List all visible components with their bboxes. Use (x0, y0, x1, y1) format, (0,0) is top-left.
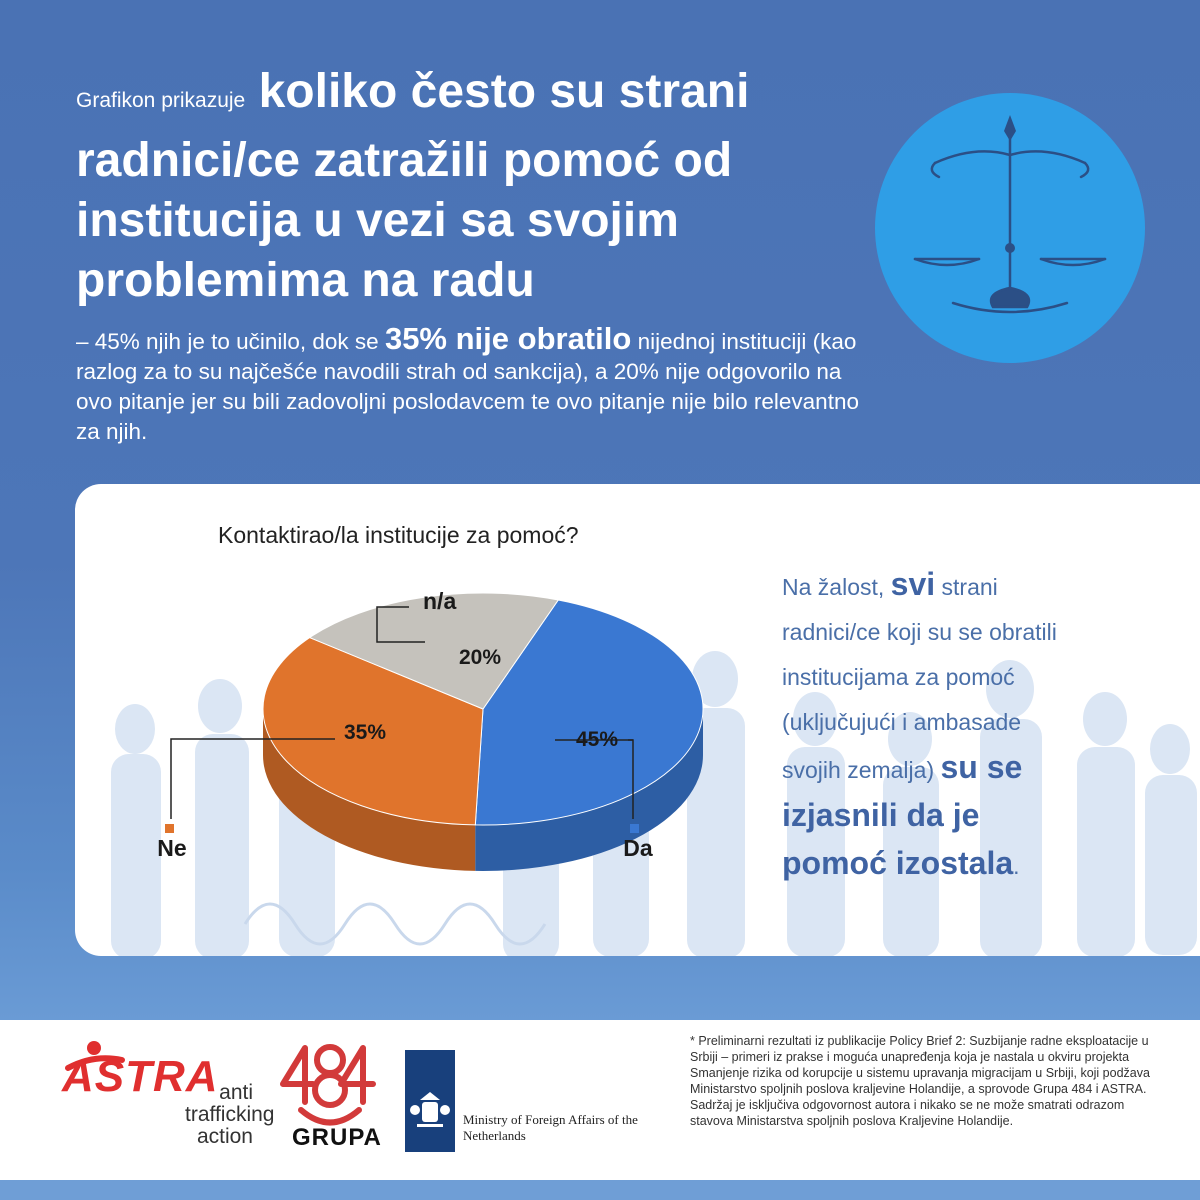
legend-marker-da (630, 824, 639, 833)
pie-value-label-da: 45% (575, 728, 619, 751)
side-text-1: Na žalost, (782, 574, 885, 600)
pie-chart (75, 484, 775, 956)
page-title (76, 62, 866, 311)
pie-value-label-ne: 35% (343, 721, 387, 744)
scales-of-justice-icon (875, 93, 1145, 363)
chart-title: Kontaktirao/la institucije za pomoć? (218, 522, 579, 548)
bottom-stripe (0, 1180, 1200, 1200)
category-label-da: Da (623, 835, 653, 861)
astra-tag-line-1: anti (219, 1081, 253, 1104)
intro-paragraph (76, 321, 866, 447)
astra-tagline (185, 1081, 275, 1148)
grupa-logo-text: GRUPA (292, 1124, 382, 1151)
category-label-na: n/a (423, 588, 457, 614)
side-bold-2: su se izjasnili da je pomoć izostala (782, 749, 1023, 881)
ministry-name: Ministry of Foreign Affairs of the Netherlands (463, 1112, 638, 1143)
side-end: . (1013, 853, 1020, 879)
title-lead: Grafikon prikazuje (76, 89, 246, 112)
astra-tag-line-2: trafficking (185, 1103, 275, 1126)
legend-marker-na (412, 601, 421, 610)
footnote-disclaimer: * Preliminarni rezultati iz publikacije Policy Brief 2: Suzbijanje radne eksploatacije u Srbiji – primeri iz prakse i moguća unapređenja koja je nastala u okviru projekta Smanjenje rizika od korupcije u sistemu upravanja migracijam u Srbiji, koji podžava Ministarstvo spoljnih poslova kraljevine Holandije, a sprovode Grupa 484 i ASTRA. Sadržaj je isključiva odgovornost autora i nikako se ne može smatrati odrazom stavova Ministarstva spoljnih poslova Kraljevine Holandije. (690, 1034, 1150, 1128)
title-bold: koliko često su strani radnici/ce zatražili pomoć od institucija u vezi sa svojim problemima na radu (76, 65, 750, 307)
category-label-ne: Ne (157, 835, 187, 861)
intro-part2: nijednoj instituciji (kao razlog za to su najčešće navodili strah od sankcija), a 20% nije odgovorilo na ovo pitanje jer su bili zadovoljni poslodavcem te ovo pitanje nije bilo relevantno za njih. (76, 329, 859, 444)
astra-tag-line-3: action (196, 1125, 253, 1148)
intro-part1: – 45% njih je to učinilo, dok se (76, 329, 379, 354)
astra-logo-text: ASTRA (62, 1052, 219, 1101)
side-bold-1: svi (890, 566, 936, 602)
legend-marker-ne (165, 824, 174, 833)
netherlands-coat-of-arms-icon (405, 1050, 455, 1152)
side-text-2: strani radnici/ce koji su se obratili institucijama za pomoć (uključujući i ambasade svojih zemalja) (782, 574, 1057, 783)
side-statement (782, 562, 1082, 889)
intro-emphasis: 35% nije obratilo (384, 321, 632, 356)
pie-value-label-na: 20% (458, 646, 502, 669)
chart-card (75, 484, 1200, 956)
